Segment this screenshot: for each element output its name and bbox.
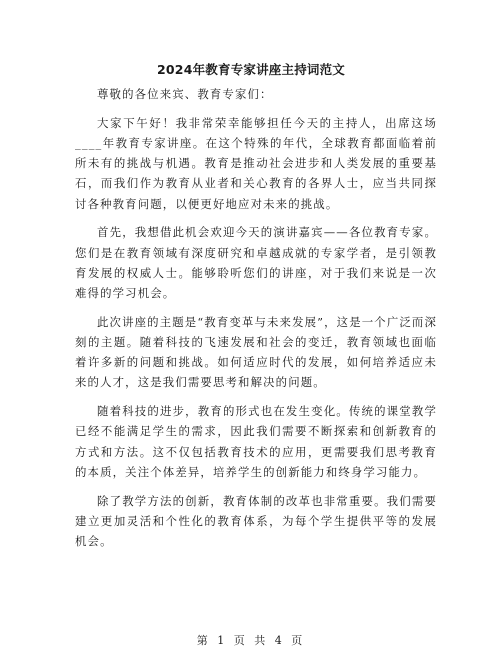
- greeting: 尊敬的各位来宾、教育专家们：: [97, 87, 273, 101]
- document-body: [75, 84, 437, 551]
- paragraph-1: 大家下午好！我非常荣幸能够担任今天的主持人，出席这场____年教育专家讲座。在这个特殊的年代，全球教育都面临着前所未有的挑战与机遇。教育是推动社会进步和人类发展的重要基石，而我们作为教育从业者和关心教育的各界人士，应当共同探讨各种教育问题，以便更好地应对未来的挑战。: [75, 115, 437, 211]
- document-title: 2024年教育专家讲座主持词范文: [157, 62, 345, 77]
- page-footer: 第 1 页 共 4 页: [196, 634, 306, 647]
- paragraph-3: 此次讲座的主题是“教育变革与未来发展”，这是一个广泛而深刻的主题。随着科技的飞速发展和社会的变迁，教育领域也面临着许多新的问题和挑战。如何适应时代的发展，如何培养适应未来的人才，这是我们需要思考和解决的问题。: [75, 314, 438, 390]
- paragraph-4: 随着科技的进步，教育的形式也在发生变化。传统的课堂教学已经不能满足学生的需求，因此我们需要不断探索和创新教育的方式和方法。这不仅包括教育技术的应用，更需要我们思考教育的本质，关注个体差异，培养学生的创新能力和终身学习能力。: [75, 404, 437, 479]
- paragraph-2: 首先，我想借此机会欢迎今天的演讲嘉宾——各位教育专家。您们是在教育领域有深度研究和卓越成就的专家学者，是引领教育发展的权威人士。能够聆听您们的讲座，对于我们来说是一次难得的学习机会。: [75, 225, 437, 301]
- paragraph-5: 除了教学方法的创新，教育体制的改革也非常重要。我们需要建立更加灵活和个性化的教育体系，为每个学生提供平等的发展机会。: [75, 493, 437, 549]
